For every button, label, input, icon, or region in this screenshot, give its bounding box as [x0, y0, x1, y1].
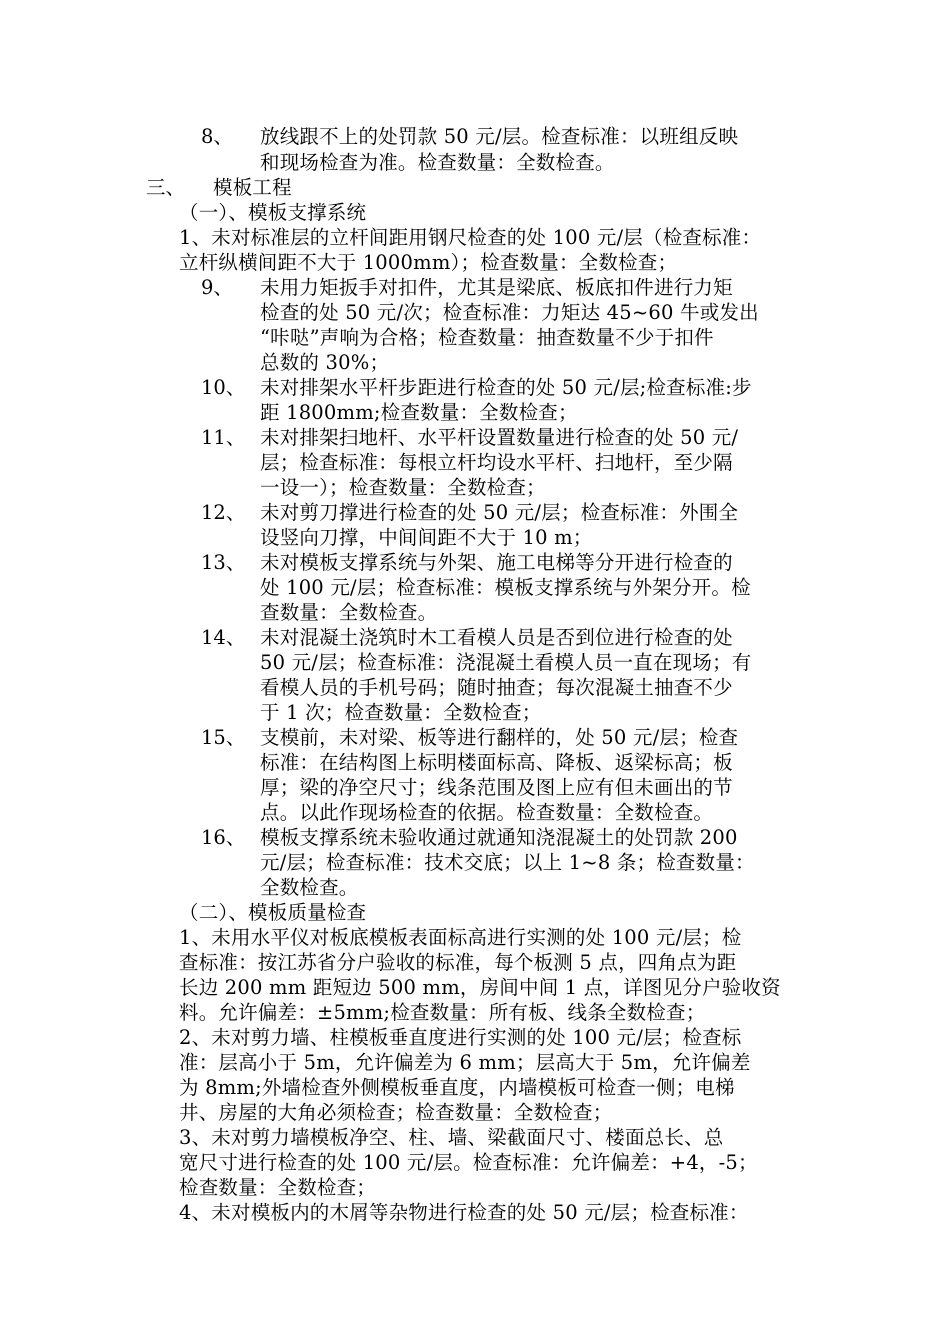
item-text-line: “咔哒”声响为合格；检查数量：抽查数量不少于扣件: [260, 326, 714, 349]
item-text-line: 未对剪刀撑进行检查的处 50 元/层；检查标准：外围全: [260, 501, 739, 524]
item-number: 8、: [201, 125, 233, 148]
item-text-line: 厚；梁的净空尺寸；线条范围及图上应有但未画出的节: [260, 776, 733, 799]
item-text-line: 查数量：全数检查。: [260, 601, 438, 624]
section-number: 三、: [146, 176, 186, 199]
item-text-line: 全数检查。: [260, 876, 359, 899]
item-text-line: 未对模板支撑系统与外架、施工电梯等分开进行检查的: [260, 551, 733, 574]
item-text-line: 总数的 30%；: [260, 351, 390, 374]
paragraph-line: 立杆纵横间距不大于 1000mm）；检查数量：全数检查；: [179, 251, 678, 274]
paragraph-line: 检查数量：全数检查；: [179, 1176, 377, 1199]
item-number: 11、: [201, 426, 246, 449]
paragraph-line: 井、房屋的大角必须检查；检查数量：全数检查；: [179, 1101, 613, 1124]
item-text-line: 层；检查标准：每根立杆均设水平杆、扫地杆，至少隔: [260, 451, 733, 474]
paragraph-line: 长边 200 mm 距短边 500 mm，房间中间 1 点，详图见分户验收资: [179, 976, 781, 999]
paragraph-line: 为 8mm;外墙检查外侧模板垂直度，内墙模板可检查一侧；电梯: [179, 1076, 735, 1099]
item-text-line: 看模人员的手机号码；随时抽查；每次混凝土抽查不少: [260, 676, 733, 699]
item-text-line: 处 100 元/层；检查标准：模板支撑系统与外架分开。检: [260, 576, 751, 599]
item-number: 14、: [201, 626, 246, 649]
item-text-line: 未对混凝土浇筑时木工看模人员是否到位进行检查的处: [260, 626, 733, 649]
item-text-line: 未对排架扫地杆、水平杆设置数量进行检查的处 50 元/: [260, 426, 739, 449]
section-title: 模板工程: [213, 176, 292, 199]
item-text-line: 50 元/层；检查标准：浇混凝土看模人员一直在现场；有: [260, 651, 752, 674]
paragraph-line: 查标准：按江苏省分户验收的标准，每个板测 5 点，四角点为距: [179, 951, 737, 974]
subsection-title-2: （二）、模板质量检查: [179, 901, 367, 924]
item-number: 13、: [201, 551, 246, 574]
item-number: 9、: [201, 276, 233, 299]
paragraph-line: 1、未对标准层的立杆间距用钢尺检查的处 100 元/层（检查标准：: [179, 226, 762, 249]
item-text-line: 元/层；检查标准：技术交底；以上 1~8 条；检查数量：: [260, 851, 755, 874]
item-text-line: 模板支撑系统未验收通过就通知浇混凝土的处罚款 200: [260, 826, 738, 849]
item-text-line: 支模前，未对梁、板等进行翻样的，处 50 元/层；检查: [260, 726, 739, 749]
paragraph-line: 宽尺寸进行检查的处 100 元/层。检查标准：允许偏差：+4，-5；: [179, 1151, 758, 1174]
item-text-line: 放线跟不上的处罚款 50 元/层。检查标准：以班组反映: [260, 125, 739, 148]
item-number: 15、: [201, 726, 246, 749]
paragraph-line: 3、未对剪力墙模板净空、柱、墙、梁截面尺寸、楼面总长、总: [179, 1126, 724, 1149]
paragraph-line: 料。允许偏差：±5mm;检查数量：所有板、线条全数检查；: [179, 1001, 706, 1024]
item-number: 12、: [201, 501, 246, 524]
paragraph-line: 准：层高小于 5m，允许偏差为 6 mm；层高大于 5m，允许偏差: [179, 1051, 751, 1074]
paragraph-line: 2、未对剪力墙、柱模板垂直度进行实测的处 100 元/层；检查标: [179, 1026, 742, 1049]
item-number: 10、: [201, 376, 246, 399]
item-number: 16、: [201, 826, 246, 849]
item-text-line: 点。以此作现场检查的依据。检查数量：全数检查。: [260, 801, 714, 824]
item-text-line: 未用力矩扳手对扣件，尤其是梁底、板底扣件进行力矩: [260, 276, 733, 299]
paragraph-line: 1、未用水平仪对板底模板表面标高进行实测的处 100 元/层；检: [179, 926, 742, 949]
item-text-line: 距 1800mm;检查数量：全数检查；: [260, 401, 578, 424]
item-text-line: 于 1 次；检查数量：全数检查；: [260, 701, 542, 724]
item-text-line: 标准：在结构图上标明楼面标高、降板、返梁标高；板: [260, 751, 733, 774]
item-text-line: 一设一）；检查数量：全数检查；: [260, 476, 546, 499]
item-text-line: 未对排架水平杆步距进行检查的处 50 元/层;检查标准:步: [260, 376, 752, 399]
item-text-line: 和现场检查为准。检查数量：全数检查。: [260, 151, 615, 174]
item-text-line: 检查的处 50 元/次；检查标准：力矩达 45~60 牛或发出: [260, 301, 759, 324]
subsection-title-1: （一）、模板支撑系统: [179, 201, 367, 224]
item-text-line: 设竖向刀撑，中间间距不大于 10 m；: [260, 526, 593, 549]
paragraph-line: 4、未对模板内的木屑等杂物进行检查的处 50 元/层；检查标准：: [179, 1201, 749, 1224]
